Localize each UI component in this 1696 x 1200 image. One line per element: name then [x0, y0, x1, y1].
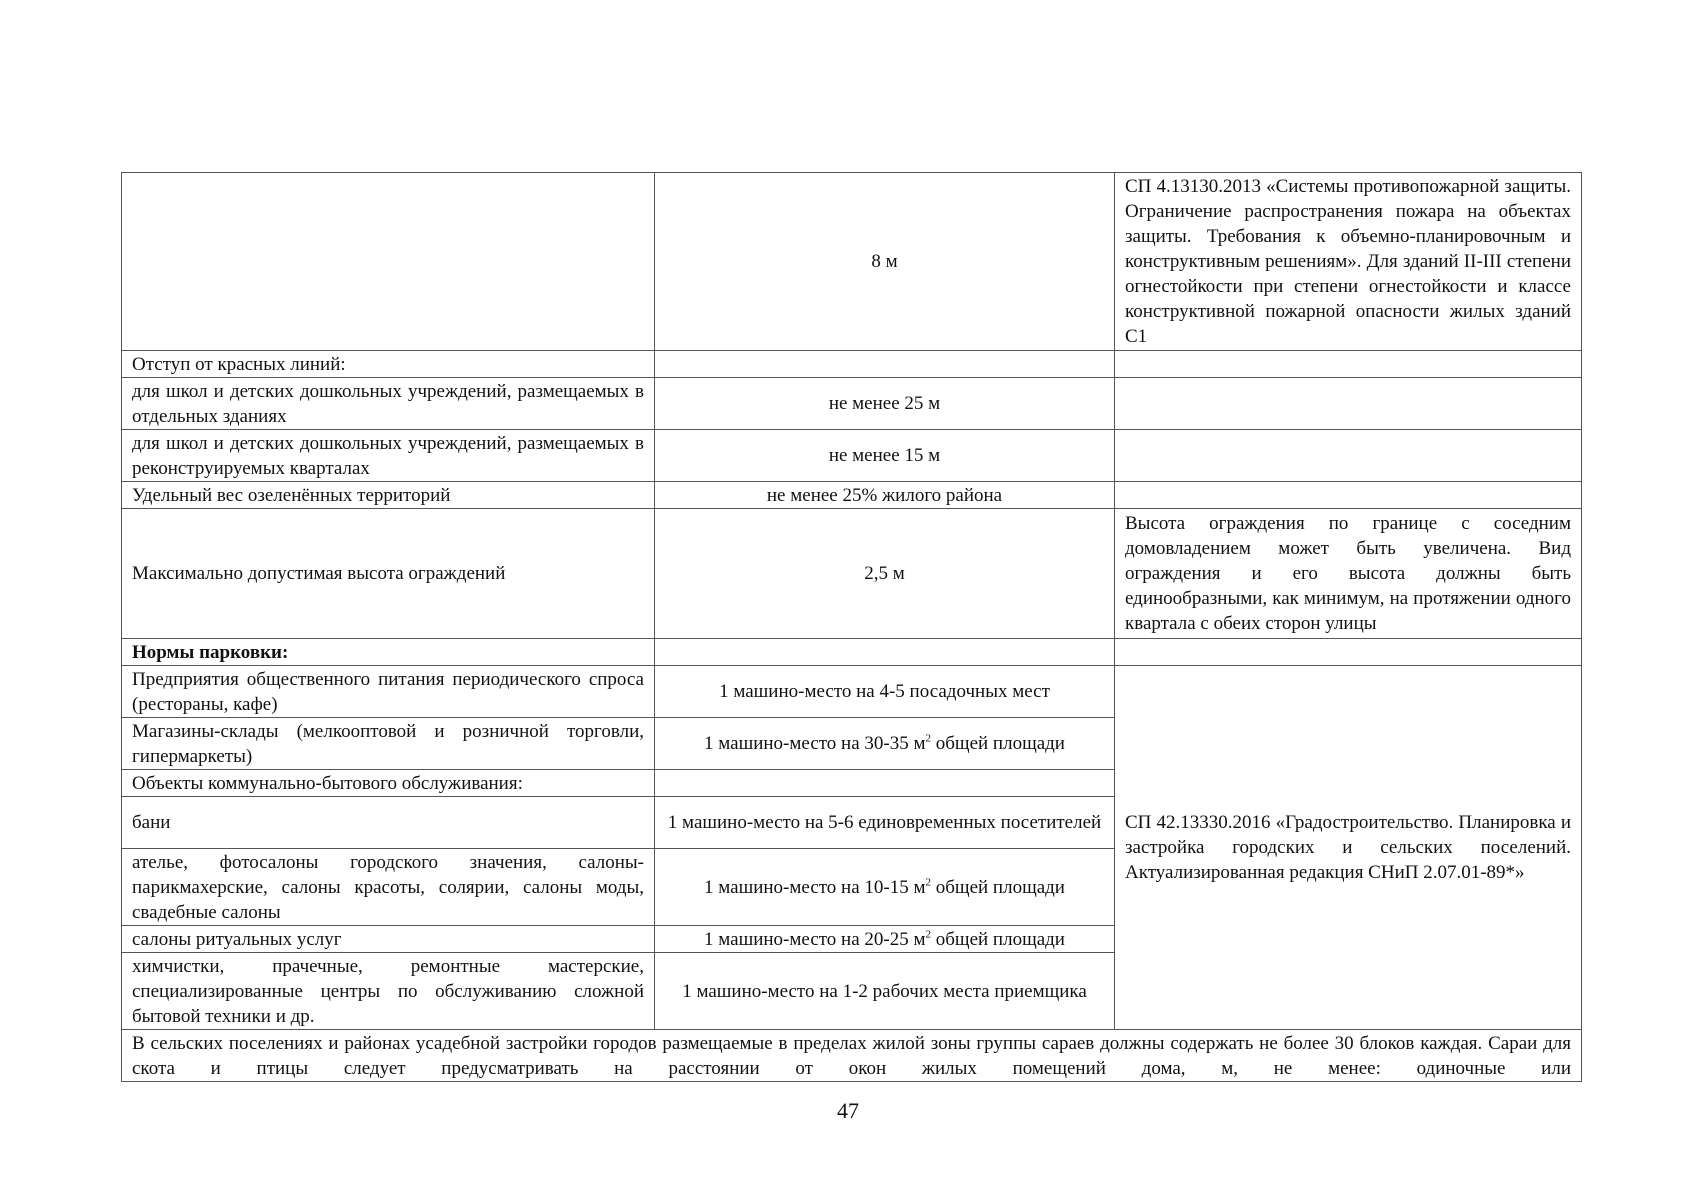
cell-reference: Высота ограждения по границе с соседним домовладением может быть увеличена. Вид ограждения и его высота должны быть единообразными, как минимум, на протяжении одного квартала с обеих сторон улицы	[1115, 509, 1582, 639]
table-row	[122, 639, 1582, 666]
cell-empty	[655, 770, 1115, 797]
cell-label: для школ и детских дошкольных учреждений, размещаемых в отдельных зданиях	[122, 378, 655, 430]
cell-parking-reference: СП 42.13330.2016 «Градостроительство. Планировка и застройка городских и сельских поселений. Актуализированная редакция СНиП 2.07.01-89*»	[1115, 666, 1582, 1030]
cell-reference: СП 4.13130.2013 «Системы противопожарной защиты. Ограничение распространения пожара на объектах защиты. Требования к объемно-планировочным и конструктивным решениям». Для зданий II-III степени огнестойкости при степени огнестойкости и классе конструктивной пожарной опасности жилых зданий С1	[1115, 173, 1582, 351]
cell-value: 1 машино-место на 4-5 посадочных мест	[655, 666, 1115, 718]
cell-label: для школ и детских дошкольных учреждений, размещаемых в реконструируемых кварталах	[122, 430, 655, 482]
cell-value	[655, 718, 1115, 770]
cell-value	[655, 849, 1115, 926]
cell-label: Максимально допустимая высота ограждений	[122, 509, 655, 639]
cell-empty	[1115, 639, 1582, 666]
value-text: общей площади	[931, 928, 1065, 950]
cell-value: не менее 15 м	[655, 430, 1115, 482]
table-row	[122, 666, 1582, 718]
cell-empty	[655, 639, 1115, 666]
superscript: 2	[925, 732, 932, 745]
table-row	[122, 351, 1582, 378]
regulations-table	[121, 172, 1582, 1082]
page-number: 47	[837, 1098, 859, 1123]
cell-value: не менее 25% жилого района	[655, 482, 1115, 509]
cell-empty	[122, 173, 655, 351]
value-text: 1 машино-место на 10-15 м	[704, 876, 926, 898]
superscript: 2	[925, 928, 932, 941]
table-row	[122, 430, 1582, 482]
cell-empty	[1115, 351, 1582, 378]
cell-value: 8 м	[655, 173, 1115, 351]
cell-value: 1 машино-место на 1-2 рабочих места приемщика	[655, 953, 1115, 1030]
table-row	[122, 378, 1582, 430]
table-row	[122, 173, 1582, 351]
table-row	[122, 1030, 1582, 1082]
cell-empty	[1115, 482, 1582, 509]
cell-value: 2,5 м	[655, 509, 1115, 639]
cell-label: Объекты коммунально-бытового обслуживания:	[122, 770, 655, 797]
cell-label: химчистки, прачечные, ремонтные мастерские, специализированные центры по обслуживанию сложной бытовой техники и др.	[122, 953, 655, 1030]
cell-label: ателье, фотосалоны городского значения, салоны-парикмахерские, салоны красоты, солярии, салоны моды, свадебные салоны	[122, 849, 655, 926]
value-text: 1 машино-место на 30-35 м	[704, 733, 926, 754]
cell-label: бани	[122, 797, 655, 849]
cell-empty	[1115, 378, 1582, 430]
cell-label: Отступ от красных линий:	[122, 351, 655, 378]
superscript: 2	[925, 876, 932, 889]
cell-label: салоны ритуальных услуг	[122, 926, 655, 953]
cell-value: не менее 25 м	[655, 378, 1115, 430]
cell-label: Магазины-склады (мелкооптовой и розничной торговли, гипермаркеты)	[122, 718, 655, 770]
footer-paragraph: В сельских поселениях и районах усадебной застройки городов размещаемые в пределах жилой зоны группы сараев должны содержать не более 30 блоков каждая. Сараи для скота и птицы следует предусматривать на расстоянии от окон жилых помещений дома, м, не менее: одиночные или	[122, 1030, 1582, 1082]
table-row	[122, 509, 1582, 639]
cell-empty	[1115, 430, 1582, 482]
cell-empty	[655, 351, 1115, 378]
cell-value: 1 машино-место на 5-6 единовременных посетителей	[655, 797, 1115, 849]
value-text: общей площади	[931, 733, 1065, 754]
document-page	[121, 172, 1581, 1082]
cell-label: Удельный вес озеленённых территорий	[122, 482, 655, 509]
cell-value	[655, 926, 1115, 953]
section-heading: Нормы парковки:	[122, 639, 655, 666]
cell-label: Предприятия общественного питания периодического спроса (рестораны, кафе)	[122, 666, 655, 718]
table-row	[122, 482, 1582, 509]
value-text: общей площади	[931, 876, 1065, 898]
value-text: 1 машино-место на 20-25 м	[704, 928, 926, 950]
